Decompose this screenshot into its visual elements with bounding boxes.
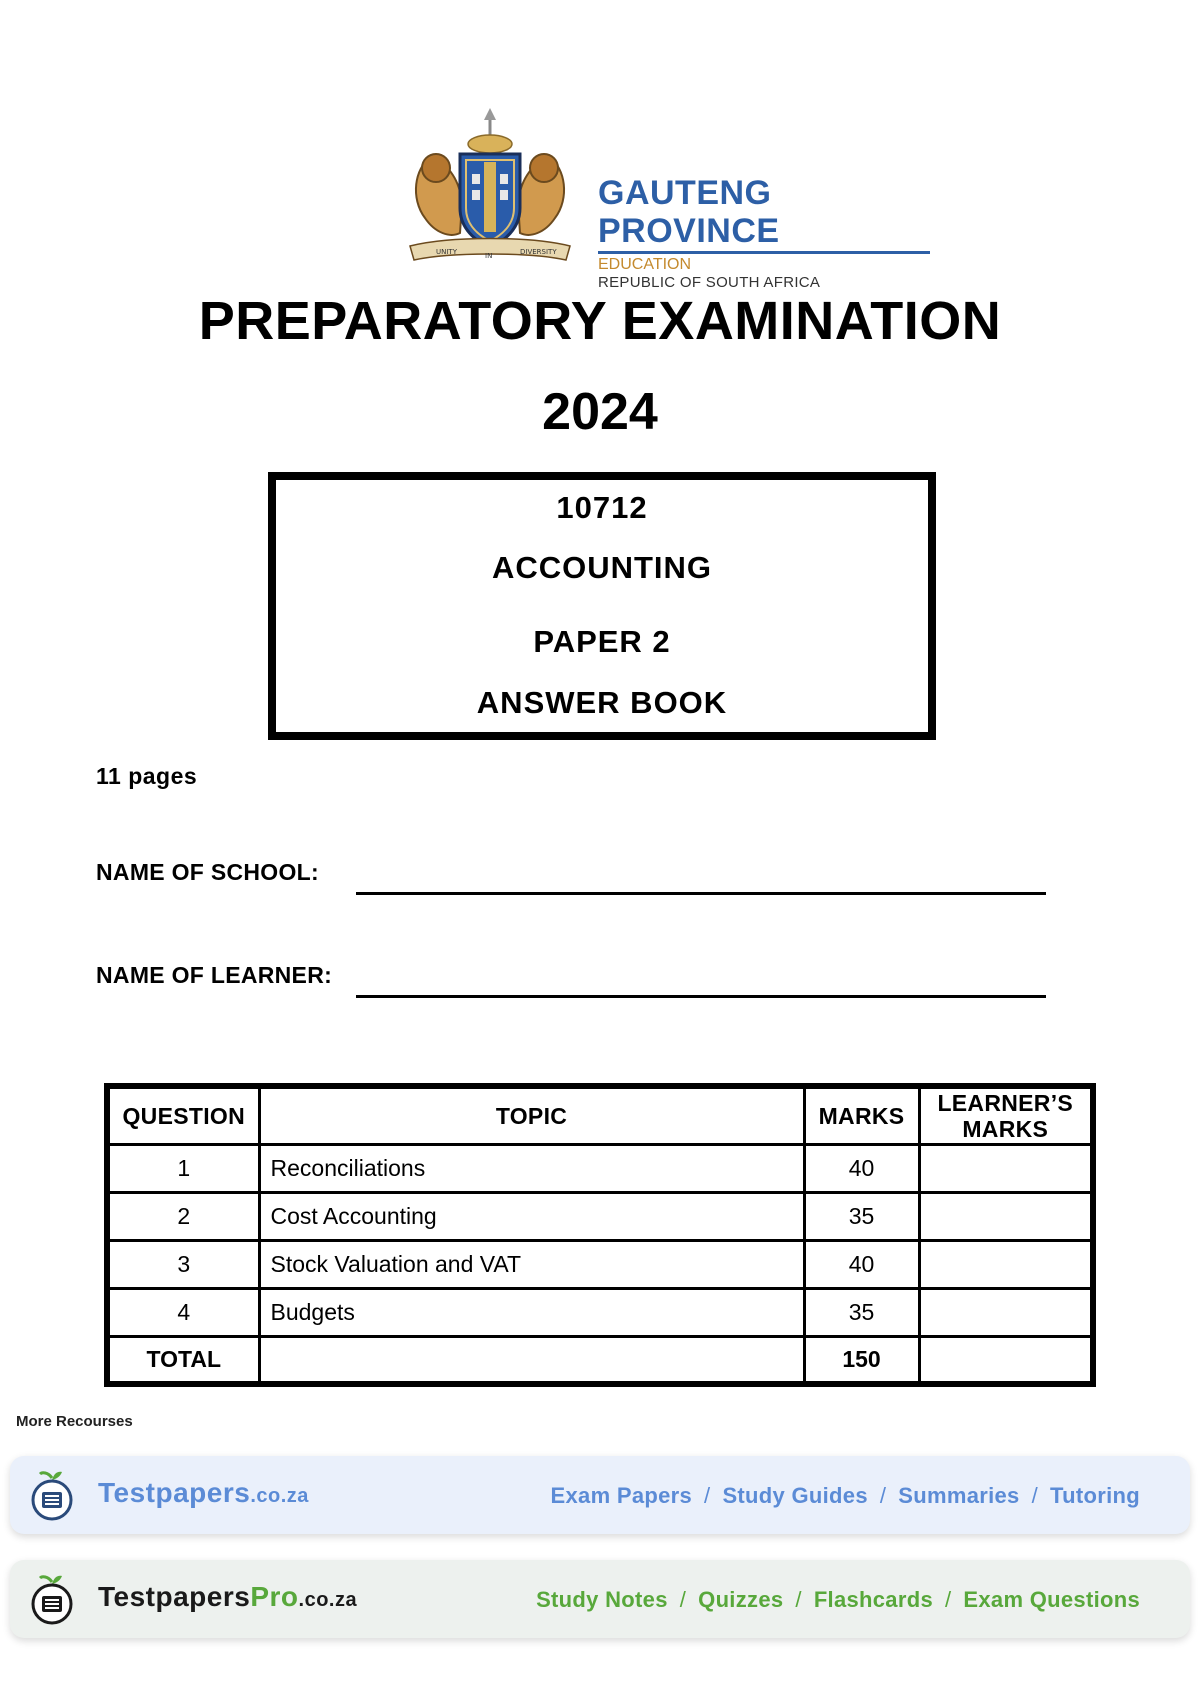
page-count: 11 pages <box>96 763 198 789</box>
link-summaries[interactable]: Summaries <box>898 1483 1020 1508</box>
logo-subtitle: EDUCATION <box>598 256 692 273</box>
exam-year: 2024 <box>542 383 658 441</box>
link-flashcards[interactable]: Flashcards <box>813 1587 933 1612</box>
table-total-row <box>107 1336 1093 1384</box>
header-topic: TOPIC <box>259 1086 804 1144</box>
logo-country: REPUBLIC OF SOUTH AFRICA <box>598 274 821 291</box>
link-separator: / <box>879 1483 887 1508</box>
learner-label: NAME OF LEARNER: <box>96 962 333 988</box>
table-row <box>107 1288 1093 1336</box>
testpapers-links <box>551 1482 1140 1510</box>
motto-left: UNITY <box>436 248 457 256</box>
row-learner-marks[interactable] <box>919 1240 1093 1288</box>
logo-text <box>598 174 930 292</box>
paper-number: PAPER 2 <box>533 624 671 659</box>
testpaperspro-links <box>536 1586 1140 1614</box>
brand-pro: Pro <box>250 1581 299 1612</box>
motto-right: DIVERSITY <box>520 248 557 256</box>
school-label: NAME OF SCHOOL: <box>96 859 319 885</box>
link-quizzes[interactable]: Quizzes <box>698 1587 784 1612</box>
table-row <box>107 1192 1093 1240</box>
header-learner-marks <box>919 1086 1093 1144</box>
motto-center: IN <box>485 252 493 260</box>
brand-tld: .co.za <box>250 1485 309 1507</box>
exam-title: PREPARATORY EXAMINATION <box>198 291 1002 351</box>
link-separator: / <box>944 1587 952 1612</box>
testpaperspro-banner[interactable] <box>10 1560 1190 1638</box>
row-topic: Stock Valuation and VAT <box>259 1240 804 1288</box>
apple-book-icon <box>28 1468 76 1522</box>
school-name-line[interactable] <box>356 892 1046 895</box>
row-topic: Budgets <box>259 1288 804 1336</box>
learner-name-line[interactable] <box>356 995 1046 998</box>
row-marks: 40 <box>804 1240 919 1288</box>
gauteng-logo <box>390 108 930 291</box>
row-topic: Cost Accounting <box>259 1192 804 1240</box>
row-marks: 40 <box>804 1144 919 1192</box>
brand-name: Testpapers <box>98 1581 251 1612</box>
total-learner-marks[interactable] <box>919 1336 1093 1384</box>
table-row <box>107 1240 1093 1288</box>
row-learner-marks[interactable] <box>919 1192 1093 1240</box>
link-exam-papers[interactable]: Exam Papers <box>550 1483 693 1508</box>
paper-info-box <box>268 472 936 740</box>
table-row <box>107 1144 1093 1192</box>
link-separator: / <box>704 1483 711 1508</box>
brand-tld: .co.za <box>298 1589 358 1611</box>
link-separator: / <box>679 1587 687 1612</box>
row-learner-marks[interactable] <box>919 1144 1093 1192</box>
total-marks: 150 <box>804 1336 919 1384</box>
logo-title: GAUTENG PROVINCE <box>598 174 930 254</box>
marks-table <box>104 1083 1096 1387</box>
paper-subject: ACCOUNTING <box>491 550 713 585</box>
row-topic: Reconciliations <box>259 1144 804 1192</box>
total-label: TOTAL <box>107 1336 259 1384</box>
testpapers-banner[interactable] <box>10 1456 1190 1534</box>
brand-name: Testpapers <box>98 1477 251 1508</box>
header-question: QUESTION <box>107 1086 259 1144</box>
paper-code: 10712 <box>556 490 648 525</box>
link-study-notes[interactable]: Study Notes <box>536 1587 668 1612</box>
link-tutoring[interactable]: Tutoring <box>1050 1483 1140 1508</box>
row-marks: 35 <box>804 1192 919 1240</box>
header-learner-marks-line1: LEARNER’S <box>937 1089 1074 1116</box>
link-separator: / <box>795 1587 802 1612</box>
link-study-guides[interactable]: Study Guides <box>722 1483 868 1508</box>
row-question: 1 <box>107 1144 259 1192</box>
table-header-row <box>107 1086 1093 1144</box>
row-question: 4 <box>107 1288 259 1336</box>
coat-of-arms-icon <box>390 108 590 268</box>
link-exam-questions[interactable]: Exam Questions <box>963 1587 1140 1612</box>
header-learner-marks-line2: MARKS <box>962 1115 1049 1142</box>
paper-type: ANSWER BOOK <box>476 685 728 720</box>
row-marks: 35 <box>804 1288 919 1336</box>
testpapers-brand[interactable] <box>98 1476 309 1513</box>
link-separator: / <box>1031 1483 1039 1508</box>
row-learner-marks[interactable] <box>919 1288 1093 1336</box>
row-question: 3 <box>107 1240 259 1288</box>
apple-book-icon <box>28 1572 76 1626</box>
testpaperspro-brand[interactable] <box>98 1580 357 1617</box>
more-resources-label: More Recourses <box>16 1413 133 1430</box>
header-marks: MARKS <box>804 1086 919 1144</box>
row-question: 2 <box>107 1192 259 1240</box>
total-topic <box>259 1336 804 1384</box>
